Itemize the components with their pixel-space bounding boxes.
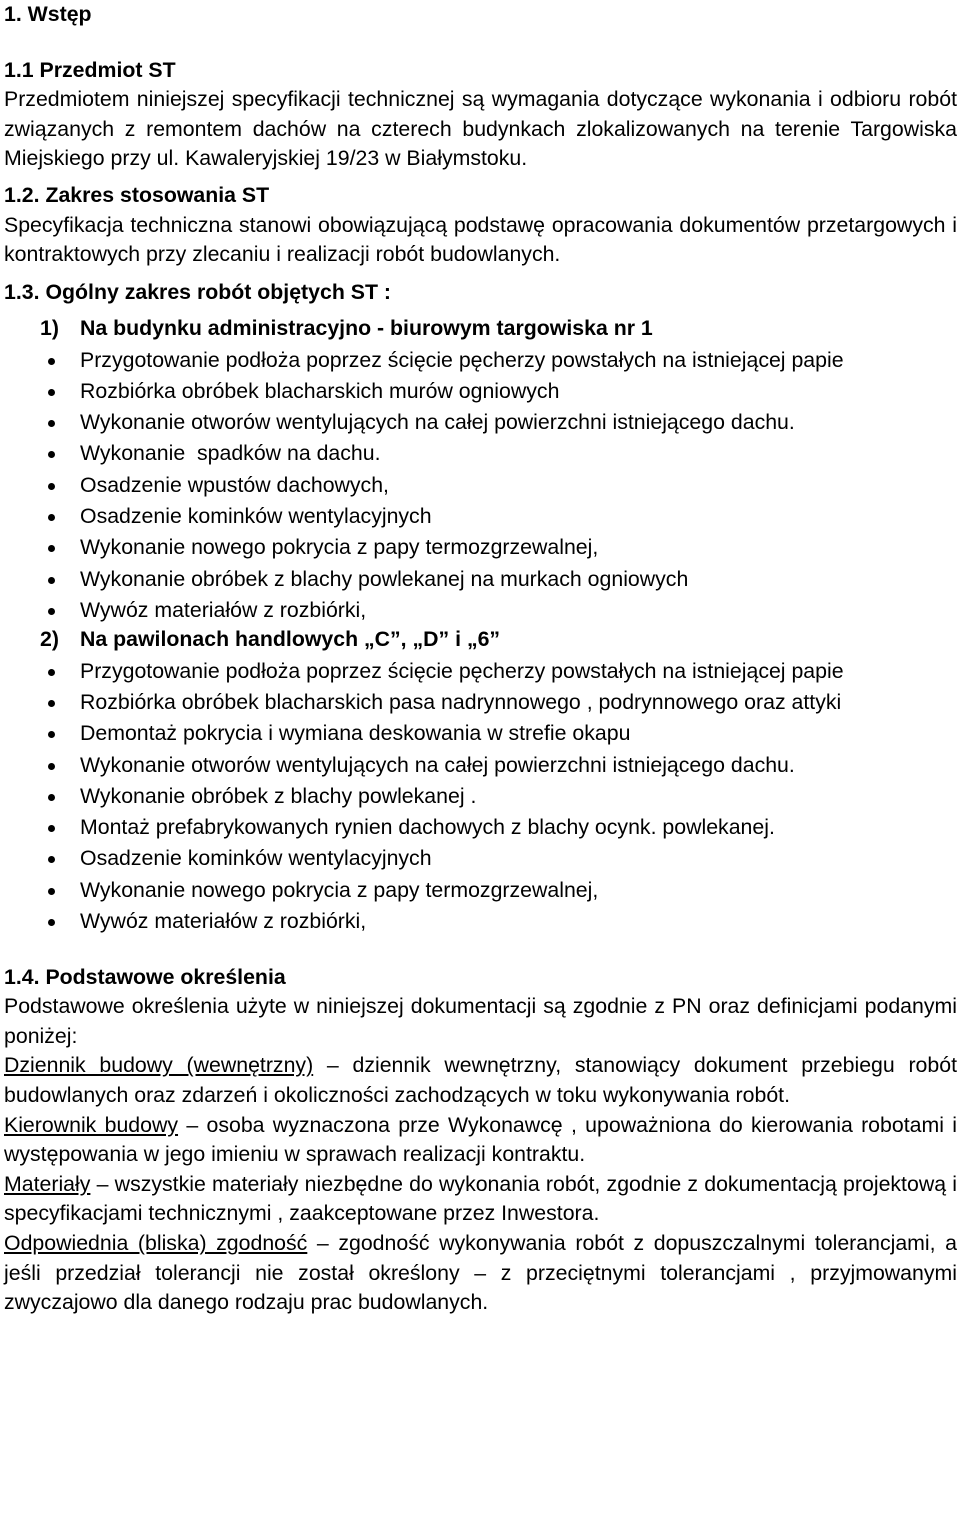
section-1-4-heading: 1.4. Podstawowe określenia	[4, 964, 286, 989]
bullet-icon	[48, 358, 55, 365]
list-item-text: Rozbiórka obróbek blacharskich pasa nadrynnowego , podrynnowego oraz attyki	[80, 690, 842, 715]
bullet-icon	[48, 856, 55, 863]
list-item	[4, 657, 957, 687]
bullet-icon	[48, 825, 55, 832]
definition-text: – zgodność wykonywania robót z dopuszczalnymi tolerancjami, a jeśli przedział tolerancji nie został określony – z przeciętnymi tolerancjami , przyjmowanymi zwyczajowo dla danego rodzaju prac budowlanych.	[4, 1230, 957, 1315]
definition-item	[4, 1170, 957, 1229]
list-item	[4, 502, 957, 532]
list-item-text: Demontaż pokrycia i wymiana deskowania w strefie okapu	[80, 721, 631, 746]
list-item-text: Wykonanie nowego pokrycia z papy termozgrzewalnej,	[80, 877, 599, 902]
scope-group-1-title: Na budynku administracyjno - biurowym targowiska nr 1	[80, 316, 653, 341]
chapter-heading: 1. Wstęp	[4, 2, 92, 26]
list-item-text: Wykonanie spadków na dachu.	[80, 441, 381, 466]
list-item	[4, 533, 957, 563]
bullet-icon	[48, 420, 55, 427]
list-item-text: Rozbiórka obróbek blacharskich murów ogniowych	[80, 378, 560, 403]
bullet-icon	[48, 577, 55, 584]
list-item	[4, 346, 957, 376]
list-item-text: Wykonanie nowego pokrycia z papy termozgrzewalnej,	[80, 535, 599, 560]
list-item-text: Wywóz materiałów z rozbiórki,	[80, 597, 367, 622]
bullet-icon	[48, 545, 55, 552]
definition-term: Dziennik budowy (wewnętrzny)	[4, 1053, 314, 1078]
scope-group-2-number: 2)	[40, 627, 59, 652]
definition-text: – osoba wyznaczona prze Wykonawcę , upoważniona do kierowania robotami i występowania w jego imieniu w sprawach realizacji kontraktu.	[4, 1112, 957, 1167]
list-item-text: Osadzenie kominków wentylacyjnych	[80, 504, 432, 529]
list-item-text: Montaż prefabrykowanych rynien dachowych z blachy ocynk. powlekanej.	[80, 815, 775, 840]
definition-item	[4, 1229, 957, 1318]
list-item	[4, 596, 957, 626]
bullet-icon	[48, 763, 55, 770]
list-item-text: Wykonanie otworów wentylujących na całej powierzchni istniejącego dachu.	[80, 410, 795, 435]
scope-group-1-heading	[4, 314, 957, 344]
list-item	[4, 688, 957, 718]
list-item-text: Osadzenie kominków wentylacyjnych	[80, 846, 432, 871]
bullet-icon	[48, 514, 55, 521]
list-item	[4, 719, 957, 749]
section-1-3-heading: 1.3. Ogólny zakres robót objętych ST :	[4, 279, 391, 304]
definition-item	[4, 1051, 957, 1110]
section-1-1-body: Przedmiotem niniejszej specyfikacji technicznej są wymagania dotyczące wykonania i odbioru robót związanych z remontem dachów na czterech budynkach zlokalizowanych na terenie Targowiska Miejskiego przy ul. Kawaleryjskiej 19/23 w Białymstoku.	[4, 87, 957, 171]
definition-text: – dziennik wewnętrzny, stanowiący dokument przebiegu robót budowlanych oraz zdarzeń i okoliczności zachodzących w toku wykonywania robót.	[4, 1053, 957, 1107]
section-1-2-body: Specyfikacja techniczna stanowi obowiązującą podstawę opracowania dokumentów przetargowych i kontraktowych przy zlecaniu i realizacji robót budowlanych.	[4, 212, 957, 267]
list-item	[4, 565, 957, 595]
bullet-icon	[48, 731, 55, 738]
section-1-1-heading: 1.1 Przedmiot ST	[4, 57, 176, 82]
list-item	[4, 813, 957, 843]
bullet-icon	[48, 919, 55, 926]
bullet-icon	[48, 451, 55, 458]
scope-group-2-heading	[4, 625, 957, 655]
definition-item	[4, 1111, 957, 1170]
list-item	[4, 751, 957, 781]
list-item	[4, 377, 957, 407]
list-item	[4, 876, 957, 906]
section-1-2-heading: 1.2. Zakres stosowania ST	[4, 182, 270, 207]
list-item	[4, 907, 957, 937]
list-item-text: Przygotowanie podłoża poprzez ścięcie pęcherzy powstałych na istniejącej papie	[80, 658, 844, 683]
list-item-text: Wykonanie obróbek z blachy powlekanej na murkach ogniowych	[80, 566, 689, 591]
bullet-icon	[48, 669, 55, 676]
scope-group-1-number: 1)	[40, 316, 59, 341]
section-1-4-intro: Podstawowe określenia użyte w niniejszej dokumentacji są zgodnie z PN oraz definicjami podanymi poniżej:	[4, 994, 957, 1048]
definition-term: Kierownik budowy	[4, 1112, 179, 1137]
list-item	[4, 844, 957, 874]
list-item-text: Osadzenie wpustów dachowych,	[80, 472, 389, 497]
definition-term: Materiały	[4, 1171, 91, 1196]
definition-term: Odpowiednia (bliska) zgodność	[4, 1230, 308, 1255]
list-item	[4, 439, 957, 469]
list-item	[4, 471, 957, 501]
scope-group-2-list	[4, 657, 957, 937]
bullet-icon	[48, 483, 55, 490]
bullet-icon	[48, 700, 55, 707]
bullet-icon	[48, 389, 55, 396]
bullet-icon	[48, 794, 55, 801]
list-item-text: Wykonanie otworów wentylujących na całej powierzchni istniejącego dachu.	[80, 752, 795, 777]
bullet-icon	[48, 888, 55, 895]
definition-text: – wszystkie materiały niezbędne do wykonania robót, zgodnie z dokumentacją projektową i specyfikacjami technicznymi , zaakceptowane przez Inwestora.	[4, 1171, 957, 1226]
scope-group-2-title: Na pawilonach handlowych „C”, „D” i „6”	[80, 627, 501, 652]
list-item	[4, 782, 957, 812]
list-item-text: Wykonanie obróbek z blachy powlekanej .	[80, 783, 477, 808]
list-item	[4, 408, 957, 438]
bullet-icon	[48, 608, 55, 615]
list-item-text: Przygotowanie podłoża poprzez ścięcie pęcherzy powstałych na istniejącej papie	[80, 347, 844, 372]
scope-group-1-list	[4, 346, 957, 626]
list-item-text: Wywóz materiałów z rozbiórki,	[80, 909, 367, 933]
